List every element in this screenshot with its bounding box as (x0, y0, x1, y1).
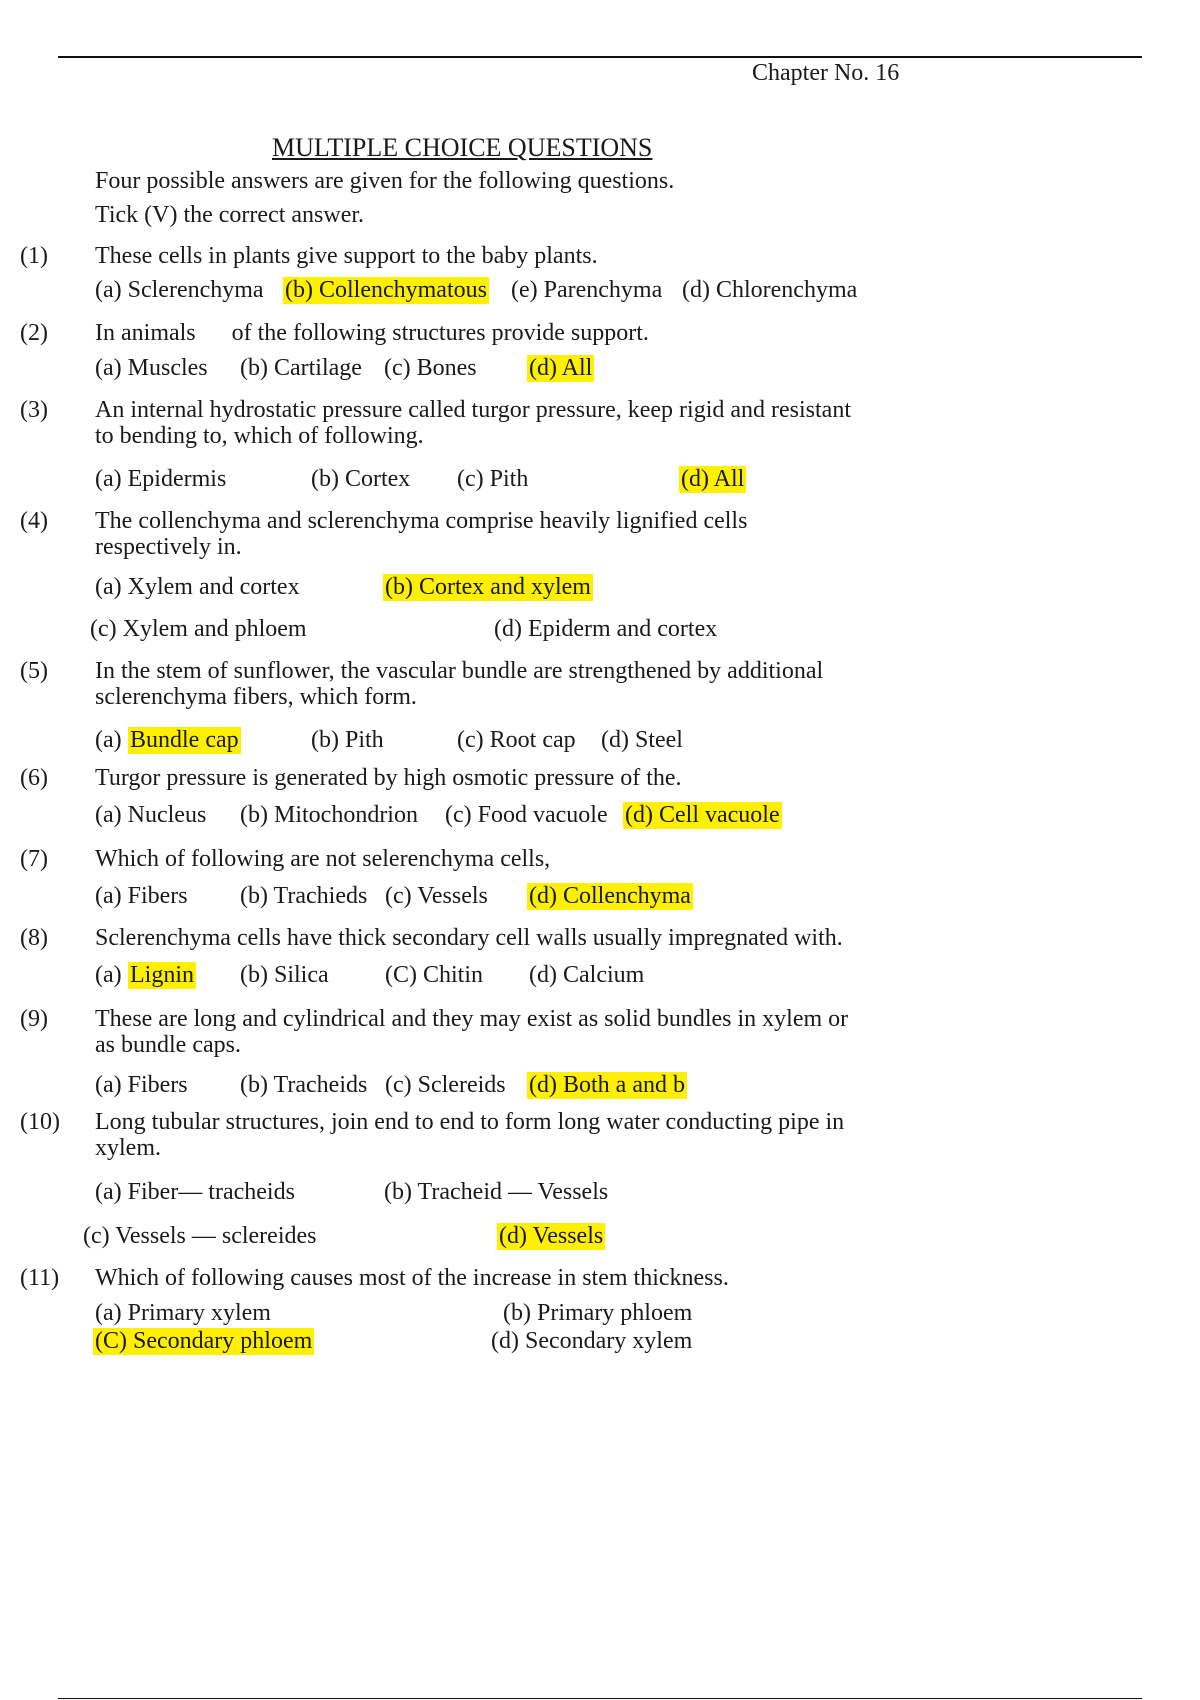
option[interactable]: (b) Tracheids (240, 1072, 368, 1098)
intro-line: Four possible answers are given for the following questions. (95, 168, 675, 194)
option-correct[interactable]: (d) Cell vacuole (625, 802, 780, 828)
option-correct[interactable]: (b) Cortex and xylem (385, 574, 591, 600)
question-number: (6) (20, 765, 48, 791)
option-letter[interactable]: (a) (95, 727, 122, 753)
option[interactable]: (a) Fibers (95, 883, 188, 909)
question-number: (5) (20, 658, 48, 684)
option[interactable]: (a) Fiber— tracheids (95, 1179, 295, 1205)
option[interactable]: (d) Calcium (529, 962, 645, 988)
option[interactable]: (a) Fibers (95, 1072, 188, 1098)
option[interactable]: (d) Epiderm and cortex (494, 616, 718, 642)
option[interactable]: (b) Silica (240, 962, 329, 988)
option-correct[interactable]: (d) Vessels (499, 1223, 604, 1249)
option[interactable]: (b) Pith (311, 727, 384, 753)
question-number: (1) (20, 243, 48, 269)
intro-line: Tick (V) the correct answer. (95, 202, 365, 228)
question-number: (4) (20, 508, 48, 534)
option[interactable]: (c) Root cap (457, 727, 576, 753)
option[interactable]: (b) Primary phloem (503, 1300, 693, 1326)
bottom-rule (58, 1698, 1142, 1699)
question-text: xylem. (95, 1135, 161, 1161)
option[interactable]: (d) Steel (601, 727, 683, 753)
question-text: Turgor pressure is generated by high osmotic pressure of the. (95, 765, 682, 791)
question-text: These cells in plants give support to the baby plants. (95, 243, 598, 269)
option-correct[interactable]: (d) All (681, 466, 745, 492)
question-text: The collenchyma and sclerenchyma comprise heavily lignified cells (95, 508, 748, 534)
question-text: Which of following causes most of the increase in stem thickness. (95, 1265, 729, 1291)
question-text: In the stem of sunflower, the vascular bundle are strengthened by additional (95, 658, 824, 684)
option[interactable]: (b) Trachieds (240, 883, 368, 909)
question-text: Long tubular structures, join end to end to form long water conducting pipe in (95, 1109, 845, 1135)
option[interactable]: (c) Vessels — sclereides (83, 1223, 317, 1249)
option[interactable]: (b) Mitochondrion (240, 802, 418, 828)
question-number: (3) (20, 397, 48, 423)
question-text: Which of following are not selerenchyma cells, (95, 846, 551, 872)
option-correct[interactable]: (d) Collenchyma (529, 883, 691, 909)
question-text: sclerenchyma fibers, which form. (95, 684, 417, 710)
option[interactable]: (b) Tracheid — Vessels (384, 1179, 609, 1205)
question-number: (8) (20, 925, 48, 951)
chapter-number: Chapter No. 16 (752, 60, 900, 86)
option-correct[interactable]: (d) Both a and b (529, 1072, 685, 1098)
option[interactable]: (c) Xylem and phloem (90, 616, 307, 642)
option[interactable]: (a) Muscles (95, 355, 208, 381)
option[interactable]: (d) Secondary xylem (491, 1328, 693, 1354)
option[interactable]: (a) Nucleus (95, 802, 207, 828)
question-text: respectively in. (95, 534, 242, 560)
top-rule (58, 56, 1142, 58)
option[interactable]: (a) Epidermis (95, 466, 227, 492)
option[interactable]: (b) Cortex (311, 466, 411, 492)
question-number: (10) (20, 1109, 60, 1135)
question-text: as bundle caps. (95, 1032, 241, 1058)
page-title: MULTIPLE CHOICE QUESTIONS (272, 133, 653, 162)
option[interactable]: (b) Cartilage (240, 355, 362, 381)
option[interactable]: (c) Bones (384, 355, 477, 381)
option-correct[interactable]: (b) Collenchymatous (285, 277, 487, 303)
option[interactable]: (e) Parenchyma (511, 277, 663, 303)
question-number: (11) (20, 1265, 60, 1291)
option-correct[interactable]: (d) All (529, 355, 593, 381)
question-text: Sclerenchyma cells have thick secondary cell walls usually impregnated with. (95, 925, 843, 951)
option[interactable]: (a) Xylem and cortex (95, 574, 300, 600)
question-text: to bending to, which of following. (95, 423, 424, 449)
option[interactable]: (a) Primary xylem (95, 1300, 271, 1326)
question-number: (9) (20, 1006, 48, 1032)
question-number: (2) (20, 320, 48, 346)
question-text: These are long and cylindrical and they may exist as solid bundles in xylem or (95, 1006, 849, 1032)
option-letter[interactable]: (a) (95, 962, 122, 988)
question-text: An internal hydrostatic pressure called turgor pressure, keep rigid and resistant (95, 397, 851, 423)
option[interactable]: (c) Food vacuole (445, 802, 608, 828)
option[interactable]: (c) Pith (457, 466, 529, 492)
option[interactable]: (a) Sclerenchyma (95, 277, 264, 303)
option[interactable]: (d) Chlorenchyma (682, 277, 858, 303)
option-correct[interactable]: (C) Secondary phloem (95, 1328, 313, 1354)
option[interactable]: (c) Sclereids (385, 1072, 506, 1098)
question-text: In animals of the following structures provide support. (95, 320, 649, 346)
option[interactable]: (c) Vessels (385, 883, 488, 909)
option-correct[interactable]: Bundle cap (130, 727, 239, 753)
option-correct[interactable]: Lignin (130, 962, 194, 988)
question-number: (7) (20, 846, 48, 872)
option[interactable]: (C) Chitin (385, 962, 484, 988)
